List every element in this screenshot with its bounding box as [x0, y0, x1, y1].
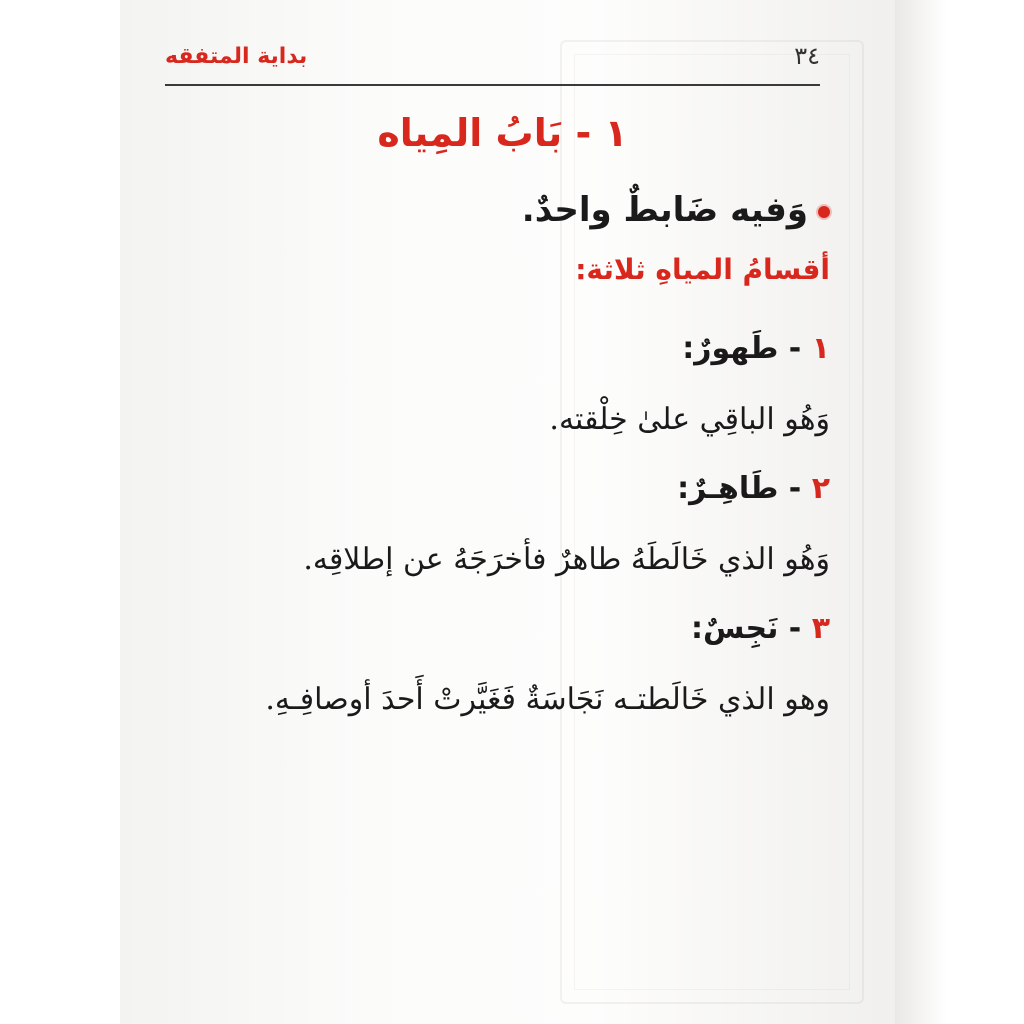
bullet-icon	[818, 206, 830, 218]
page-edge	[895, 0, 1024, 1024]
page-content	[175, 100, 830, 746]
header-divider	[165, 84, 820, 86]
page-number: ٣٤	[794, 42, 820, 70]
page-header	[165, 40, 820, 84]
item-description: وَهُو الذي خَالَطَهُ طاهرٌ فأخرَجَهُ عن إطلاقِه.	[303, 542, 830, 577]
section-heading: أقسامُ المياهِ ثلاثة:	[575, 253, 830, 286]
item-number: ٣	[811, 611, 830, 646]
item-label: - طَاهِـرٌ:	[677, 471, 812, 506]
item-label: - طَهورٌ:	[682, 331, 812, 366]
chapter-title: ١ - بَابُ المِياه	[377, 111, 628, 155]
item-label: - نَجِسٌ:	[691, 611, 812, 646]
rule-statement	[175, 184, 830, 236]
item-number: ١	[811, 331, 830, 366]
item-description: وَهُو الباقِي علىٰ خِلْقته.	[549, 402, 830, 437]
item-title	[175, 466, 830, 512]
running-title: بداية المتفقه	[165, 44, 308, 69]
item-number: ٢	[811, 471, 830, 506]
item-title	[175, 326, 830, 372]
item-description: وهو الذي خَالَطتـه نَجَاسَةٌ فَغَيَّرتْ أَحدَ أوصافِـهِ.	[265, 682, 830, 717]
rule-text: وَفيه ضَابطٌ واحدٌ.	[521, 190, 808, 230]
item-title	[175, 606, 830, 652]
